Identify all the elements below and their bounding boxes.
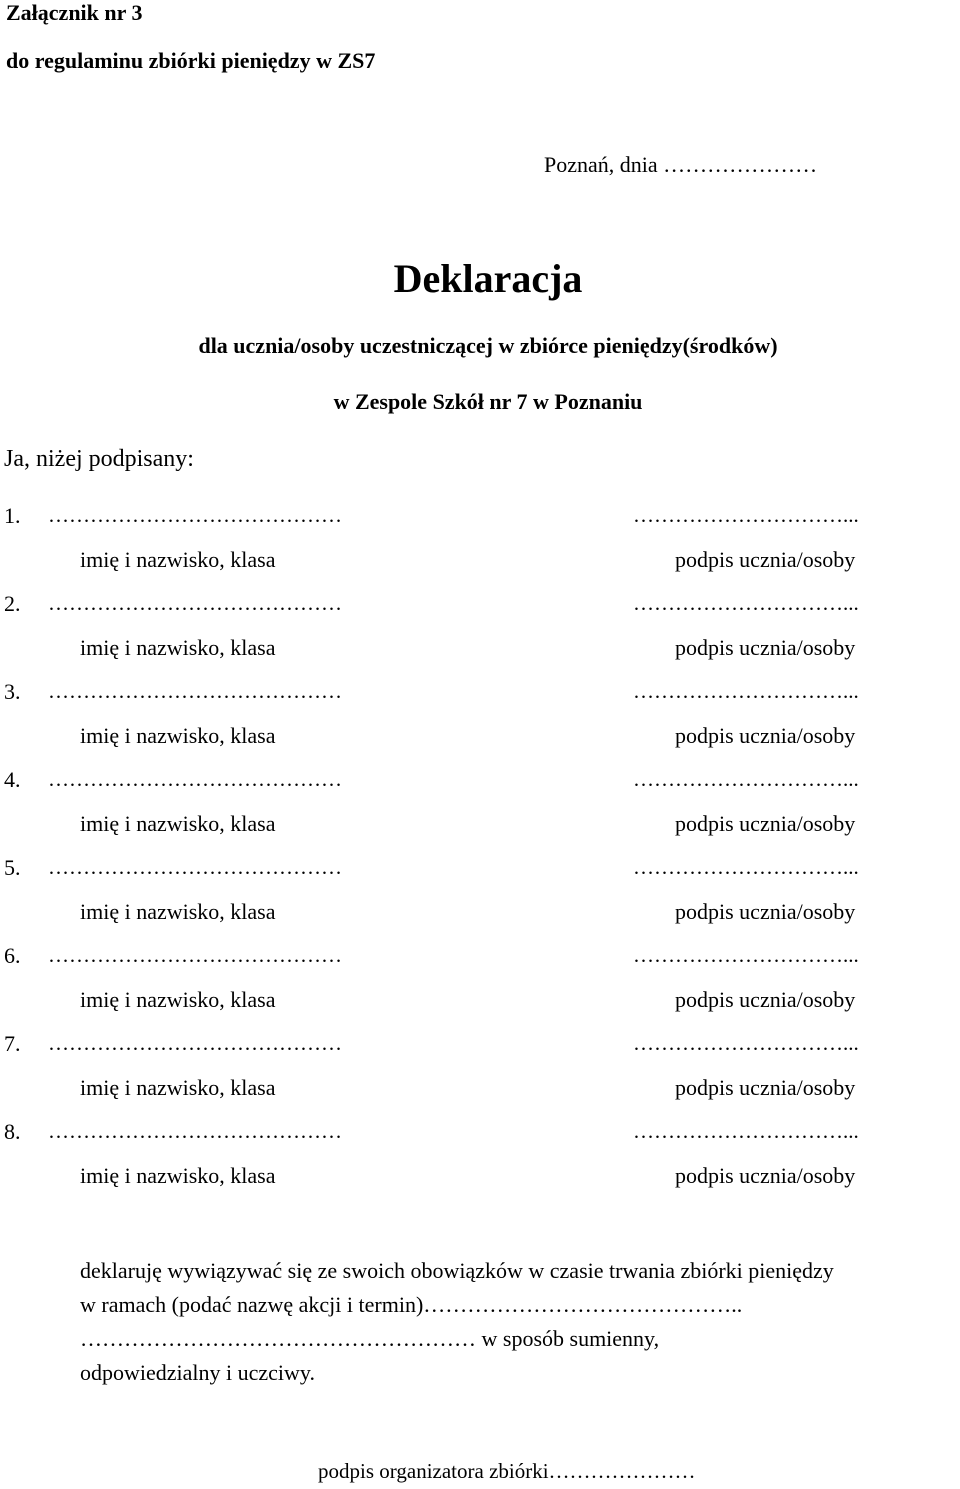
name-class-label: imię i nazwisko, klasa [80,987,276,1012]
name-class-blank: …………………………………… [48,503,342,527]
organizer-signature-field: podpis organizatora zbiórki………………… [318,1459,696,1483]
entry-number: 2. [4,591,21,616]
entry-number: 7. [4,1031,21,1056]
name-class-blank: …………………………………… [48,679,342,703]
signature-blank: …………………………... [633,679,859,703]
document-subtitle: dla ucznia/osoby uczestniczącej w zbiórce pieniędzy(środków) [198,333,778,358]
name-class-blank: …………………………………… [48,855,342,879]
place-date-field: Poznań, dnia ………………… [544,152,818,177]
entry-number: 5. [4,855,21,880]
signature-label: podpis ucznia/osoby [675,723,856,748]
declaration-line: deklaruję wywiązywać się ze swoich obowiązków w czasie trwania zbiórki pieniędzy [80,1258,834,1283]
declaration-line: odpowiedzialny i uczciwy. [80,1360,315,1385]
entry-number: 3. [4,679,21,704]
declaration-line: w ramach (podać nazwę akcji i termin)…………………………………….. [80,1292,743,1317]
entry-number: 4. [4,767,21,792]
signature-label: podpis ucznia/osoby [675,635,856,660]
signature-label: podpis ucznia/osoby [675,1163,856,1188]
entry-number: 6. [4,943,21,968]
signature-label: podpis ucznia/osoby [675,811,856,836]
signature-blank: …………………………... [633,1031,859,1055]
name-class-label: imię i nazwisko, klasa [80,1163,276,1188]
signature-blank: …………………………... [633,503,859,527]
signature-label: podpis ucznia/osoby [675,899,856,924]
name-class-blank: …………………………………… [48,767,342,791]
name-class-blank: …………………………………… [48,943,342,967]
signature-label: podpis ucznia/osoby [675,547,856,572]
declaration-line: ……………………………………………… w sposób sumienny, [80,1326,660,1351]
signature-blank: …………………………... [633,1119,859,1143]
attachment-number: Załącznik nr 3 [6,0,143,25]
signature-blank: …………………………... [633,767,859,791]
intro-text: Ja, niżej podpisany: [4,446,194,472]
entry-number: 8. [4,1119,21,1144]
name-class-blank: …………………………………… [48,591,342,615]
signature-label: podpis ucznia/osoby [675,1075,856,1100]
attachment-reference: do regulaminu zbiórki pieniędzy w ZS7 [6,48,376,73]
signature-blank: …………………………... [633,943,859,967]
name-class-label: imię i nazwisko, klasa [80,635,276,660]
signature-blank: …………………………... [633,855,859,879]
document-subtitle-school: w Zespole Szkół nr 7 w Poznaniu [333,389,643,414]
name-class-label: imię i nazwisko, klasa [80,547,276,572]
name-class-label: imię i nazwisko, klasa [80,811,276,836]
declaration-text [80,1254,960,1390]
name-class-blank: …………………………………… [48,1031,342,1055]
signature-label: podpis ucznia/osoby [675,987,856,1012]
signature-blank: …………………………... [633,591,859,615]
document-title: Deklaracja [393,256,583,301]
entry-number: 1. [4,503,21,528]
name-class-label: imię i nazwisko, klasa [80,1075,276,1100]
name-class-label: imię i nazwisko, klasa [80,899,276,924]
name-class-blank: …………………………………… [48,1119,342,1143]
name-class-label: imię i nazwisko, klasa [80,723,276,748]
